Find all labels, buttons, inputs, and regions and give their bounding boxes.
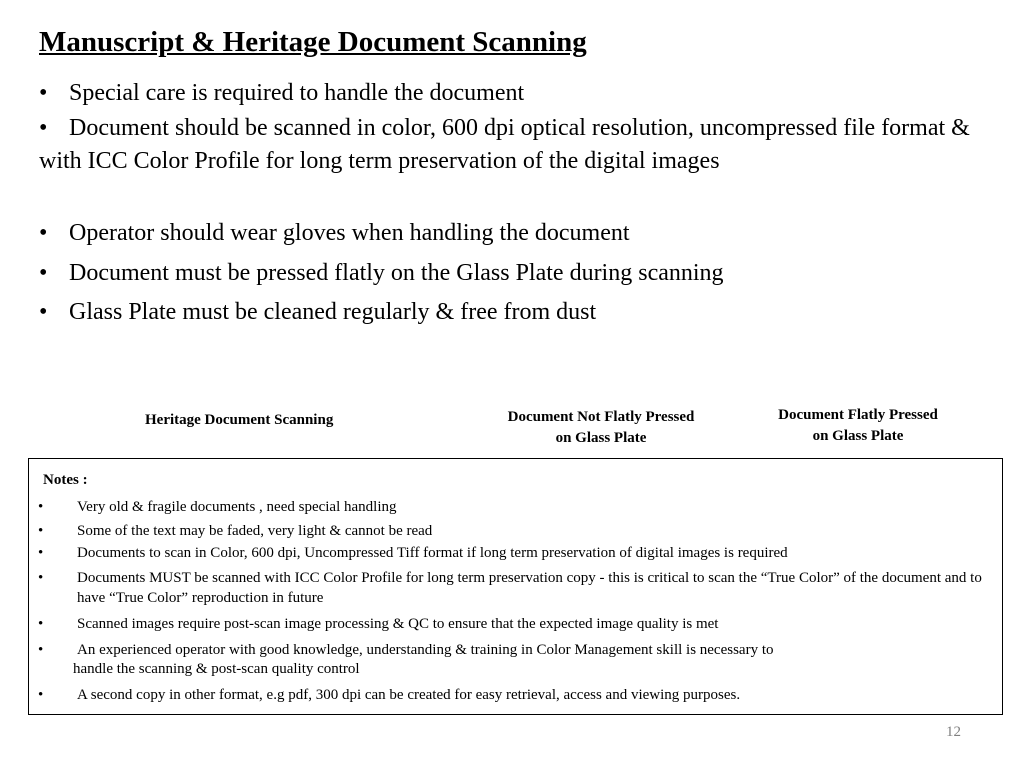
note-continuation	[73, 659, 360, 679]
bullet-marker: •	[39, 260, 48, 286]
note-text: An experienced operator with good knowledge, understanding & training in Color Management skill is necessary to	[77, 642, 774, 658]
bullet-item	[39, 77, 1009, 110]
bullet-item	[39, 296, 1009, 329]
bullet-item	[39, 257, 1009, 290]
caption-line: Document Flatly Pressed	[778, 407, 938, 423]
bullet-marker: •	[39, 80, 48, 106]
bullet-text: Document must be pressed flatly on the Glass Plate during scanning	[69, 260, 724, 286]
slide-title: Manuscript & Heritage Document Scanning	[39, 26, 587, 58]
note-text: Very old & fragile documents , need special handling	[77, 499, 397, 515]
bullet-marker: •	[39, 115, 48, 141]
note-text: Some of the text may be faded, very light & cannot be read	[77, 523, 433, 539]
note-text: Documents MUST be scanned with ICC Color Profile for long term preservation copy - this is critical to scan the “True Color” of the document and to have “True Color” reproduction in future	[77, 570, 982, 606]
bullet-marker: •	[39, 220, 48, 246]
note-item	[38, 614, 718, 634]
note-bullet: •	[38, 499, 44, 515]
caption-line: on Glass Plate	[812, 428, 904, 444]
bullet-marker: •	[39, 299, 48, 325]
caption-line: on Glass Plate	[555, 430, 647, 446]
note-item	[38, 543, 788, 563]
caption-flatly-pressed	[766, 405, 950, 447]
note-bullet: •	[38, 523, 44, 539]
page-number: 12	[946, 724, 961, 740]
note-bullet: •	[38, 687, 44, 703]
caption-line: Document Not Flatly Pressed	[507, 409, 695, 425]
note-bullet: •	[38, 642, 44, 658]
note-item	[38, 685, 740, 705]
notes-title: Notes :	[43, 472, 88, 488]
bullet-text: Special care is required to handle the document	[69, 80, 525, 106]
note-text: A second copy in other format, e.g pdf, 300 dpi can be created for easy retrieval, access and viewing purposes.	[77, 687, 741, 703]
note-item	[38, 640, 774, 660]
note-item	[38, 497, 397, 517]
bullet-text: Glass Plate must be cleaned regularly & free from dust	[69, 299, 597, 325]
note-item	[38, 521, 432, 541]
note-bullet: •	[38, 616, 44, 632]
note-text: Scanned images require post-scan image processing & QC to ensure that the expected image quality is met	[77, 616, 719, 632]
bullet-item	[39, 217, 1009, 250]
note-item	[38, 568, 998, 608]
bullet-item	[39, 112, 1009, 178]
note-text: Documents to scan in Color, 600 dpi, Uncompressed Tiff format if long term preservation of digital images is required	[77, 545, 788, 561]
caption-heritage-scanning	[145, 410, 333, 431]
caption-not-flatly-pressed	[494, 407, 708, 449]
bullet-text: Document should be scanned in color, 600 dpi optical resolution, uncompressed file format & with ICC Color Profile for long term preservation of the digital images	[39, 115, 970, 174]
notes-box	[28, 458, 1003, 715]
bullet-text: Operator should wear gloves when handling the document	[69, 220, 630, 246]
note-bullet: •	[38, 570, 44, 586]
caption-text: Heritage Document Scanning	[145, 412, 334, 428]
note-text: handle the scanning & post-scan quality control	[73, 661, 360, 677]
note-bullet: •	[38, 545, 44, 561]
